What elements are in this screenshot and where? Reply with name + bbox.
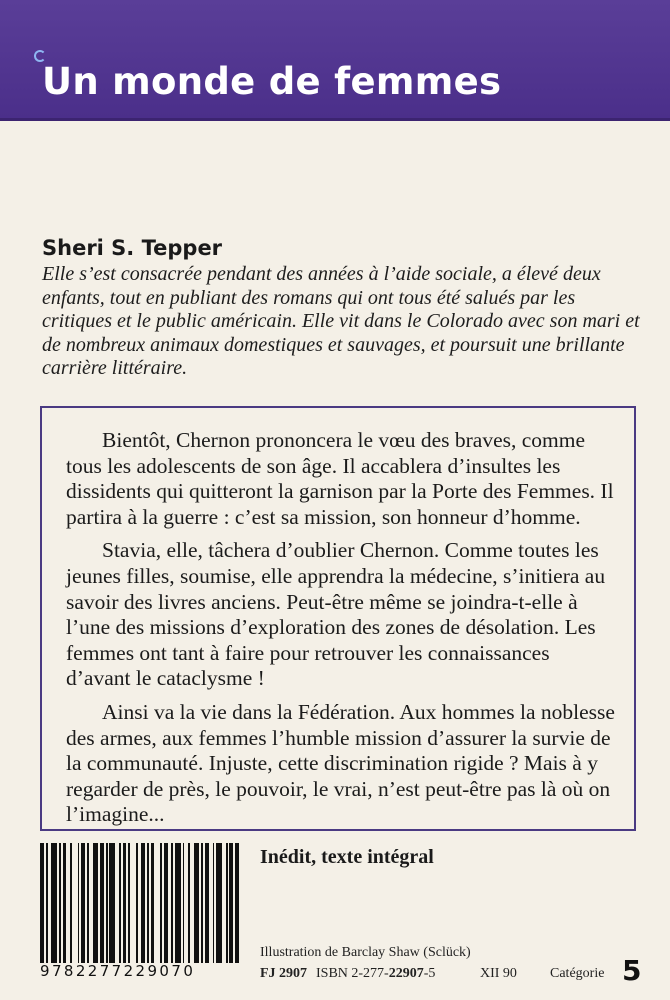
- blurb-box: [40, 406, 636, 831]
- barcode-bar: [239, 843, 241, 963]
- category-label: Catégorie: [550, 966, 605, 981]
- publication-info: [260, 954, 645, 988]
- title-band: [0, 0, 670, 121]
- illustration-credit: Illustration de Barclay Shaw (Sclück): [260, 945, 471, 960]
- author-bio: Elle s’est consacrée pendant des années à l’aide sociale, a élevé deux enfants, tout en publiant des romans qui ont tous été salués par les critiques et le public américain. Elle vit dans le Colorado avec son mari et de nombreux animaux domestiques et sauvages, et poursuit une brillante carrière littéraire.: [42, 263, 640, 379]
- blurb-paragraph-1: Bientôt, Chernon prononcera le vœu des braves, comme tous les adolescents de son âge. Il accablera d’insultes les dissidents qui quitteront la garnison par la Porte des Femmes. Il partira à la guerre : c’est sa mission, son honneur d’homme.: [66, 428, 614, 529]
- blurb-paragraph-2: Stavia, elle, tâchera d’oublier Chernon. Comme toutes les jeunes filles, soumise, elle apprendra la médecine, s’initiera au savoir des livres anciens. Peut-être même se joindra-t-elle à l’une des missions d’exploration des zones de désolation. Les femmes ont tant à faire pour retrouver les connaissances d’avant le cataclysme !: [66, 538, 606, 691]
- isbn-suffix: -5: [423, 966, 436, 981]
- edition-note: Inédit, texte intégral: [260, 846, 434, 868]
- barcode-digits: 9782277229070: [40, 962, 196, 980]
- isbn-main: 22907: [388, 966, 424, 981]
- author-name: Sheri S. Tepper: [42, 236, 223, 260]
- book-title: Un monde de femmes: [42, 60, 502, 103]
- isbn: [316, 966, 435, 982]
- series-ref: FJ 2907: [260, 966, 308, 981]
- print-date: XII 90: [480, 966, 517, 981]
- category-number: 5: [622, 954, 642, 987]
- barcode-icon: [40, 843, 241, 963]
- blurb-paragraph-3: Ainsi va la vie dans la Fédération. Aux hommes la noblesse des armes, aux femmes l’humble mission d’assurer la survie de la communauté. Injuste, cette discrimination rigide ? Mais à y regarder de près, le pouvoir, le vrai, n’est peut-être pas là où on l’imagine...: [66, 699, 615, 827]
- isbn-prefix: ISBN 2-277-: [316, 966, 389, 981]
